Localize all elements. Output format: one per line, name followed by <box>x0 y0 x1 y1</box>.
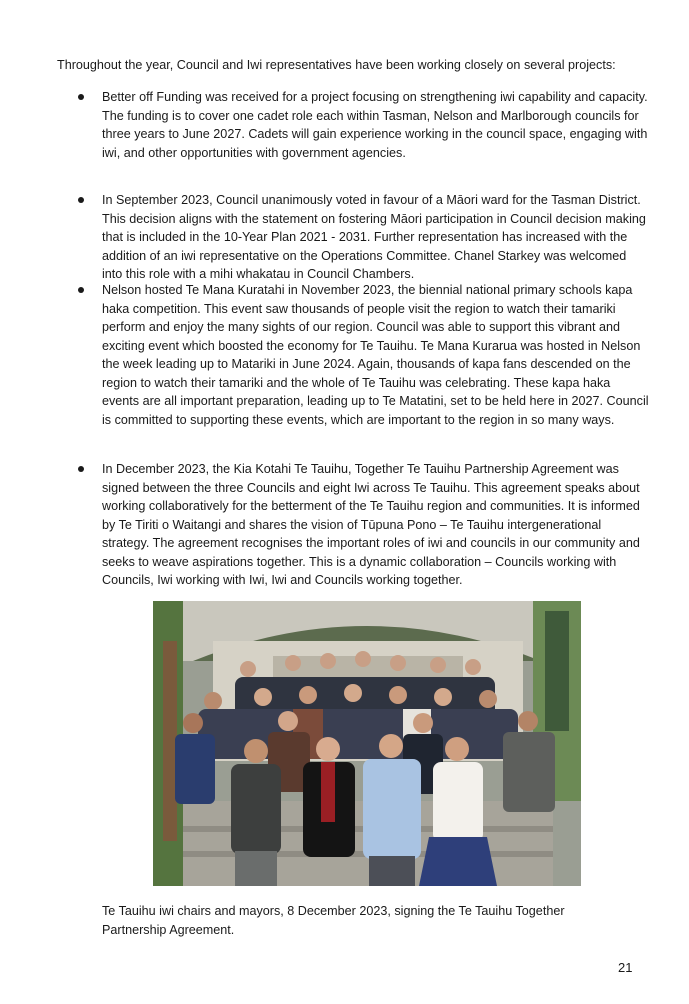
photo-caption: Te Tauihu iwi chairs and mayors, 8 December 2023, signing the Te Tauihu Together Partnership Agreement. <box>102 904 565 937</box>
bullet-text: Nelson hosted Te Mana Kuratahi in November 2023, the biennial national primary schools kapa haka competition. This event saw thousands of people visit the region to watch their tamariki perform and enjoy the many sights of our region. Council was able to support this vibrant and exciting event which boosted the economy for Te Tauihu. Te Mana Kurarua was hosted in Nelson the week leading up to Matariki in June 2024. Again, thousands of kapa fans descended on the region to watch their tamariki and the whole of Te Tauihu was celebrating. These kapa haka events are all important preparation, leading up to Te Matatini, set to be held here in 2027. Council is committed to supporting these events, which are important to the region in so many ways. <box>102 283 649 427</box>
bullet-text: In December 2023, the Kia Kotahi Te Tauihu, Together Te Tauihu Partnership Agreement was signed between the three Councils and eight Iwi across Te Tauihu. This agreement speaks about working collaboratively for the betterment of the Te Tauihu region and communities. It is informed by Te Tiriti o Waitangi and shares the vision of Tūpuna Pono – Te Tauihu intergenerational strategy. The agreement recognises the important roles of iwi and councils in our community and seeks to weave aspirations together. This is a dynamic collaboration – Councils working with Councils, Iwi working with Iwi, Iwi and Councils working together. <box>102 462 640 587</box>
bullet-text: Better off Funding was received for a project focusing on strengthening iwi capability and capacity. The funding is to cover one cadet role each within Tasman, Nelson and Marlborough councils for three years to June 2027. Cadets will gain experience working in the council space, engaging with iwi, and other opportunities with government agencies. <box>102 90 648 160</box>
intro-paragraph: Throughout the year, Council and Iwi representatives have been working closely on several projects: <box>57 58 616 72</box>
group-photo-icon <box>153 601 581 886</box>
page-number: 21 <box>618 960 633 975</box>
bullet-text: In September 2023, Council unanimously voted in favour of a Māori ward for the Tasman District. This decision aligns with the statement on fostering Māori participation in Council decision making that is included in the 10-Year Plan 2021 - 2031. Further representation has increased with the addition of an iwi representative on the Operations Committee. Chanel Starkey was welcomed into this role with a mihi whakatau in Council Chambers. <box>102 193 646 281</box>
bullet-icon <box>78 466 84 472</box>
group-photo <box>153 601 581 886</box>
bullet-icon <box>78 197 84 203</box>
bullet-icon <box>78 287 84 293</box>
bullet-icon <box>78 94 84 100</box>
